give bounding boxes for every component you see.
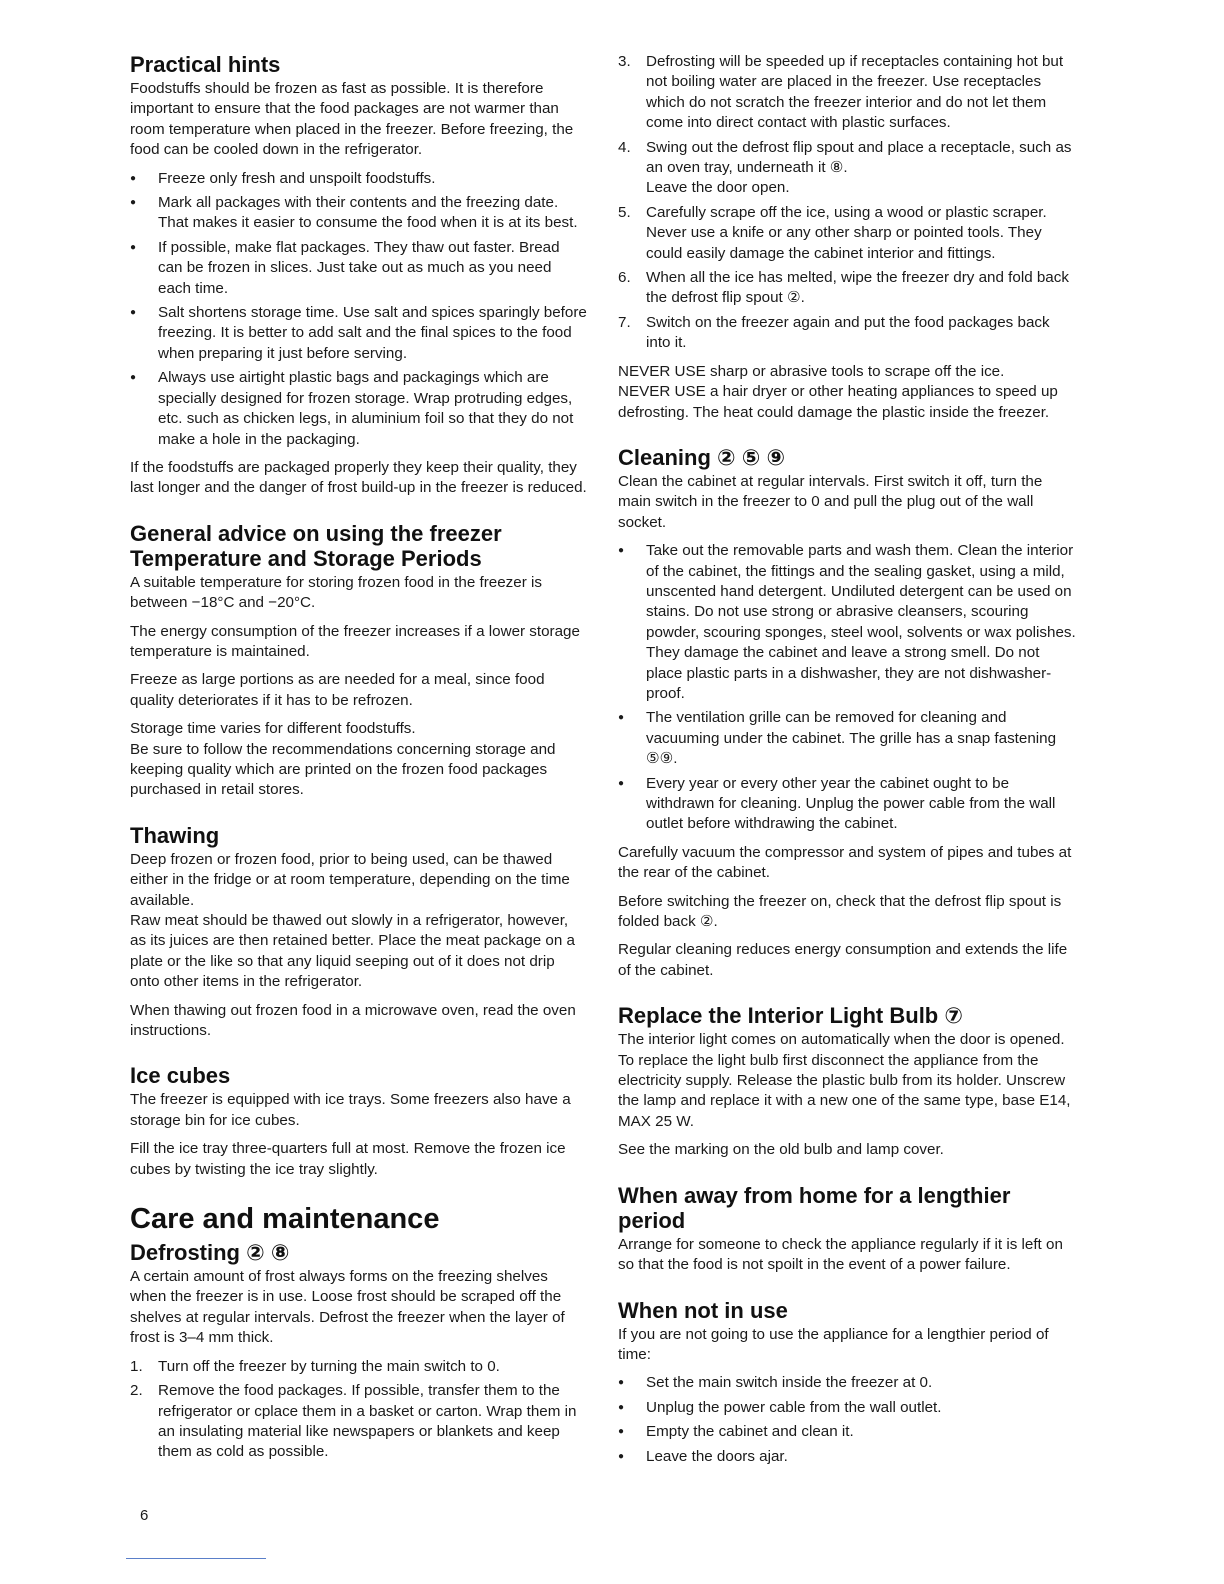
footer-rule <box>126 1558 266 1559</box>
general-advice-p3: Freeze as large portions as are needed for a meal, since food quality deteriorates if it has to be refrozen. <box>130 671 545 709</box>
defrosting-steps-left <box>130 1357 588 1463</box>
right-column <box>618 52 1076 1475</box>
cleaning-heading: Cleaning ② ⑤ ⑨ <box>618 444 786 470</box>
practical-hints-heading: Practical hints <box>130 52 281 77</box>
general-advice-p1: A suitable temperature for storing frozen food in the freezer is between −18°C and −20°C. <box>130 573 542 612</box>
step-text: Defrosting will be speeded up if receptacles containing hot but not boiling water are placed in the freezer. Use receptacles which do not scratch the freezer interior and do not let them come into direct contact with plastic surfaces. <box>646 53 1064 132</box>
step-text: Remove the food packages. If possible, transfer them to the refrigerator or cplace them in a basket or carton. Wrap them in an insulating material like newspapers or blankets and keep them as cold as possible. <box>158 1382 577 1461</box>
defrosting-heading: Defrosting ② ⑧ <box>130 1240 290 1266</box>
step-text: Switch on the freezer again and put the food packages back into it. <box>646 313 1050 352</box>
cleaning-p1: Carefully vacuum the compressor and system of pipes and tubes at the rear of the cabinet. <box>618 843 1072 882</box>
step-number: 4. <box>618 138 631 156</box>
list-item <box>618 52 1076 134</box>
thawing-p1: Deep frozen or frozen food, prior to being used, can be thawed either in the fridge or at room temperature, depending on the time available. <box>130 850 570 909</box>
cleaning-intro: Clean the cabinet at regular intervals. First switch it off, turn the main switch in the freezer to 0 and pull the plug out of the wall socket. <box>618 472 1043 531</box>
list-item: ● Empty the cabinet and clean it. <box>618 1422 1076 1442</box>
general-advice-title-line2: Temperature and Storage Periods <box>130 545 482 571</box>
defrosting-warning-2: NEVER USE a hair dryer or other heating appliances to speed up defrosting. The heat could damage the plastic inside the freezer. <box>618 383 1058 421</box>
list-item: ● Freeze only fresh and unspoilt foodstuffs. <box>130 169 588 189</box>
step-extra: Leave the door open. <box>646 179 790 197</box>
step-text: Swing out the defrost flip spout and place a receptacle, such as an oven tray, underneath it ⑧. <box>646 138 1072 177</box>
defrosting-warning-1: NEVER USE sharp or abrasive tools to scrape off the ice. <box>618 362 1005 380</box>
not-in-use-intro: If you are not going to use the appliance for a lengthier period of time: <box>618 1325 1049 1363</box>
cleaning-list <box>618 541 1076 835</box>
general-advice-p4b: Be sure to follow the recommendations concerning storage and keeping quality which are printed on the frozen food packages purchased in retail stores. <box>130 740 556 799</box>
not-in-use-heading: When not in use <box>618 1297 788 1323</box>
step-number: 6. <box>618 269 631 287</box>
list-item <box>130 1357 588 1377</box>
list-item: ● Leave the doors ajar. <box>618 1447 1076 1467</box>
care-maintenance-heading: Care and maintenance <box>130 1203 440 1236</box>
list-item: ● Salt shortens storage time. Use salt and spices sparingly before freezing. It is better to add salt and the final spices to the food when preparing it just before serving. <box>130 303 588 364</box>
step-text: Turn off the freezer by turning the main switch to 0. <box>158 1357 500 1375</box>
light-bulb-p1: The interior light comes on automatically when the door is opened. To replace the light bulb first disconnect the appliance from the electricity supply. Release the plastic bulb from its holder. Unscrew the lamp and replace it with a new one of the same type, base E14, MAX 25 W. <box>618 1031 1071 1130</box>
light-bulb-p2: See the marking on the old bulb and lamp cover. <box>618 1141 944 1159</box>
general-advice-heading <box>130 521 588 571</box>
thawing-p2: Raw meat should be thawed out slowly in a refrigerator, however, as its juices are then retained better. Place the meat package on a plate or the like so that any liquid seeping out of it does not drip onto other items in the refrigerator. <box>130 912 575 991</box>
step-text: Carefully scrape off the ice, using a wood or plastic scraper. Never use a knife or any other sharp or pointed tools. They could easily damage the cabinet interior and fittings. <box>646 203 1047 262</box>
list-item <box>618 203 1076 264</box>
ice-cubes-heading: Ice cubes <box>130 1063 231 1089</box>
list-item: ● Every year or every other year the cabinet ought to be withdrawn for cleaning. Unplug the power cable from the wall outlet before withdrawing the cabinet. <box>618 774 1076 835</box>
list-item: ● Unplug the power cable from the wall outlet. <box>618 1398 1076 1418</box>
step-number: 3. <box>618 53 631 70</box>
list-item <box>618 138 1076 199</box>
thawing-heading: Thawing <box>130 822 220 848</box>
practical-hints-outro: If the foodstuffs are packaged properly they keep their quality, they last longer and the danger of frost build-up in the freezer is reduced. <box>130 458 587 497</box>
step-number: 5. <box>618 203 631 221</box>
defrosting-steps-right <box>618 52 1076 354</box>
left-column <box>130 52 588 1471</box>
general-advice-p4a: Storage time varies for different foodstuffs. <box>130 720 416 738</box>
list-item <box>618 268 1076 309</box>
list-item: ● Always use airtight plastic bags and packagings which are specially designed for frozen storage. Wrap protruding edges, etc. such as chicken legs, in aluminium foil so that they do not make a hole in the packaging. <box>130 368 588 450</box>
practical-hints-intro: Foodstuffs should be frozen as fast as possible. It is therefore important to ensure that the food packages are not warmer than room temperature when placed in the freezer. Before freezing, the food can be cooled down in the refrigerator. <box>130 80 574 159</box>
cleaning-p3: Regular cleaning reduces energy consumption and extends the life of the cabinet. <box>618 941 1068 979</box>
list-item: ● Set the main switch inside the freezer at 0. <box>618 1373 1076 1393</box>
step-number: 7. <box>618 313 631 331</box>
list-item: ● Take out the removable parts and wash them. Clean the interior of the cabinet, the fittings and the sealing gasket, using a mild, unscented hand detergent. Undiluted detergent can be used on stains. Do not use strong or abrasive cleansers, scouring powder, scouring sponges, steel wool, solvents or wax polishes. They damage the cabinet and leave a strong smell. Do not place plastic parts in a dishwasher, they are not dishwasher-proof. <box>618 541 1076 704</box>
thawing-p3: When thawing out frozen food in a microwave oven, read the oven instructions. <box>130 1001 576 1040</box>
away-title-line2: period <box>618 1207 686 1233</box>
list-item <box>618 313 1076 354</box>
list-item <box>130 1381 588 1463</box>
list-item: ● Mark all packages with their contents and the freezing date. That makes it easier to consume the food when it is at its best. <box>130 193 588 234</box>
ice-cubes-p1: The freezer is equipped with ice trays. Some freezers also have a storage bin for ice cubes. <box>130 1091 571 1129</box>
step-text: When all the ice has melted, wipe the freezer dry and fold back the defrost flip spout ②. <box>646 269 1069 307</box>
away-heading <box>618 1183 1076 1233</box>
cleaning-p2: Before switching the freezer on, check that the defrost flip spout is folded back ②. <box>618 892 1062 931</box>
list-item: ● The ventilation grille can be removed for cleaning and vacuuming under the cabinet. The grille has a snap fastening ⑤⑨. <box>618 708 1076 769</box>
general-advice-p2: The energy consumption of the freezer increases if a lower storage temperature is maintained. <box>130 622 580 660</box>
list-item: ● If possible, make flat packages. They thaw out faster. Bread can be frozen in slices. Just take out as much as you need each time. <box>130 238 588 299</box>
not-in-use-list <box>618 1373 1076 1467</box>
away-p1: Arrange for someone to check the appliance regularly if it is left on so that the food is not spoilt in the event of a power failure. <box>618 1235 1063 1274</box>
general-advice-title-line1: General advice on using the freezer <box>130 520 502 546</box>
away-title-line1: When away from home for a lengthier <box>618 1182 1011 1208</box>
step-number: 1. <box>130 1357 143 1375</box>
light-bulb-heading: Replace the Interior Light Bulb ⑦ <box>618 1003 963 1029</box>
practical-hints-list <box>130 169 588 450</box>
defrosting-intro: A certain amount of frost always forms on the freezing shelves when the freezer is in use. Loose frost should be scraped off the shelves at regular intervals. Defrost the freezer when the layer of frost is 3–4 mm thick. <box>130 1268 565 1347</box>
ice-cubes-p2: Fill the ice tray three-quarters full at most. Remove the frozen ice cubes by twisting the ice tray slightly. <box>130 1140 566 1178</box>
page-number: 6 <box>140 1507 149 1524</box>
step-number: 2. <box>130 1382 143 1400</box>
